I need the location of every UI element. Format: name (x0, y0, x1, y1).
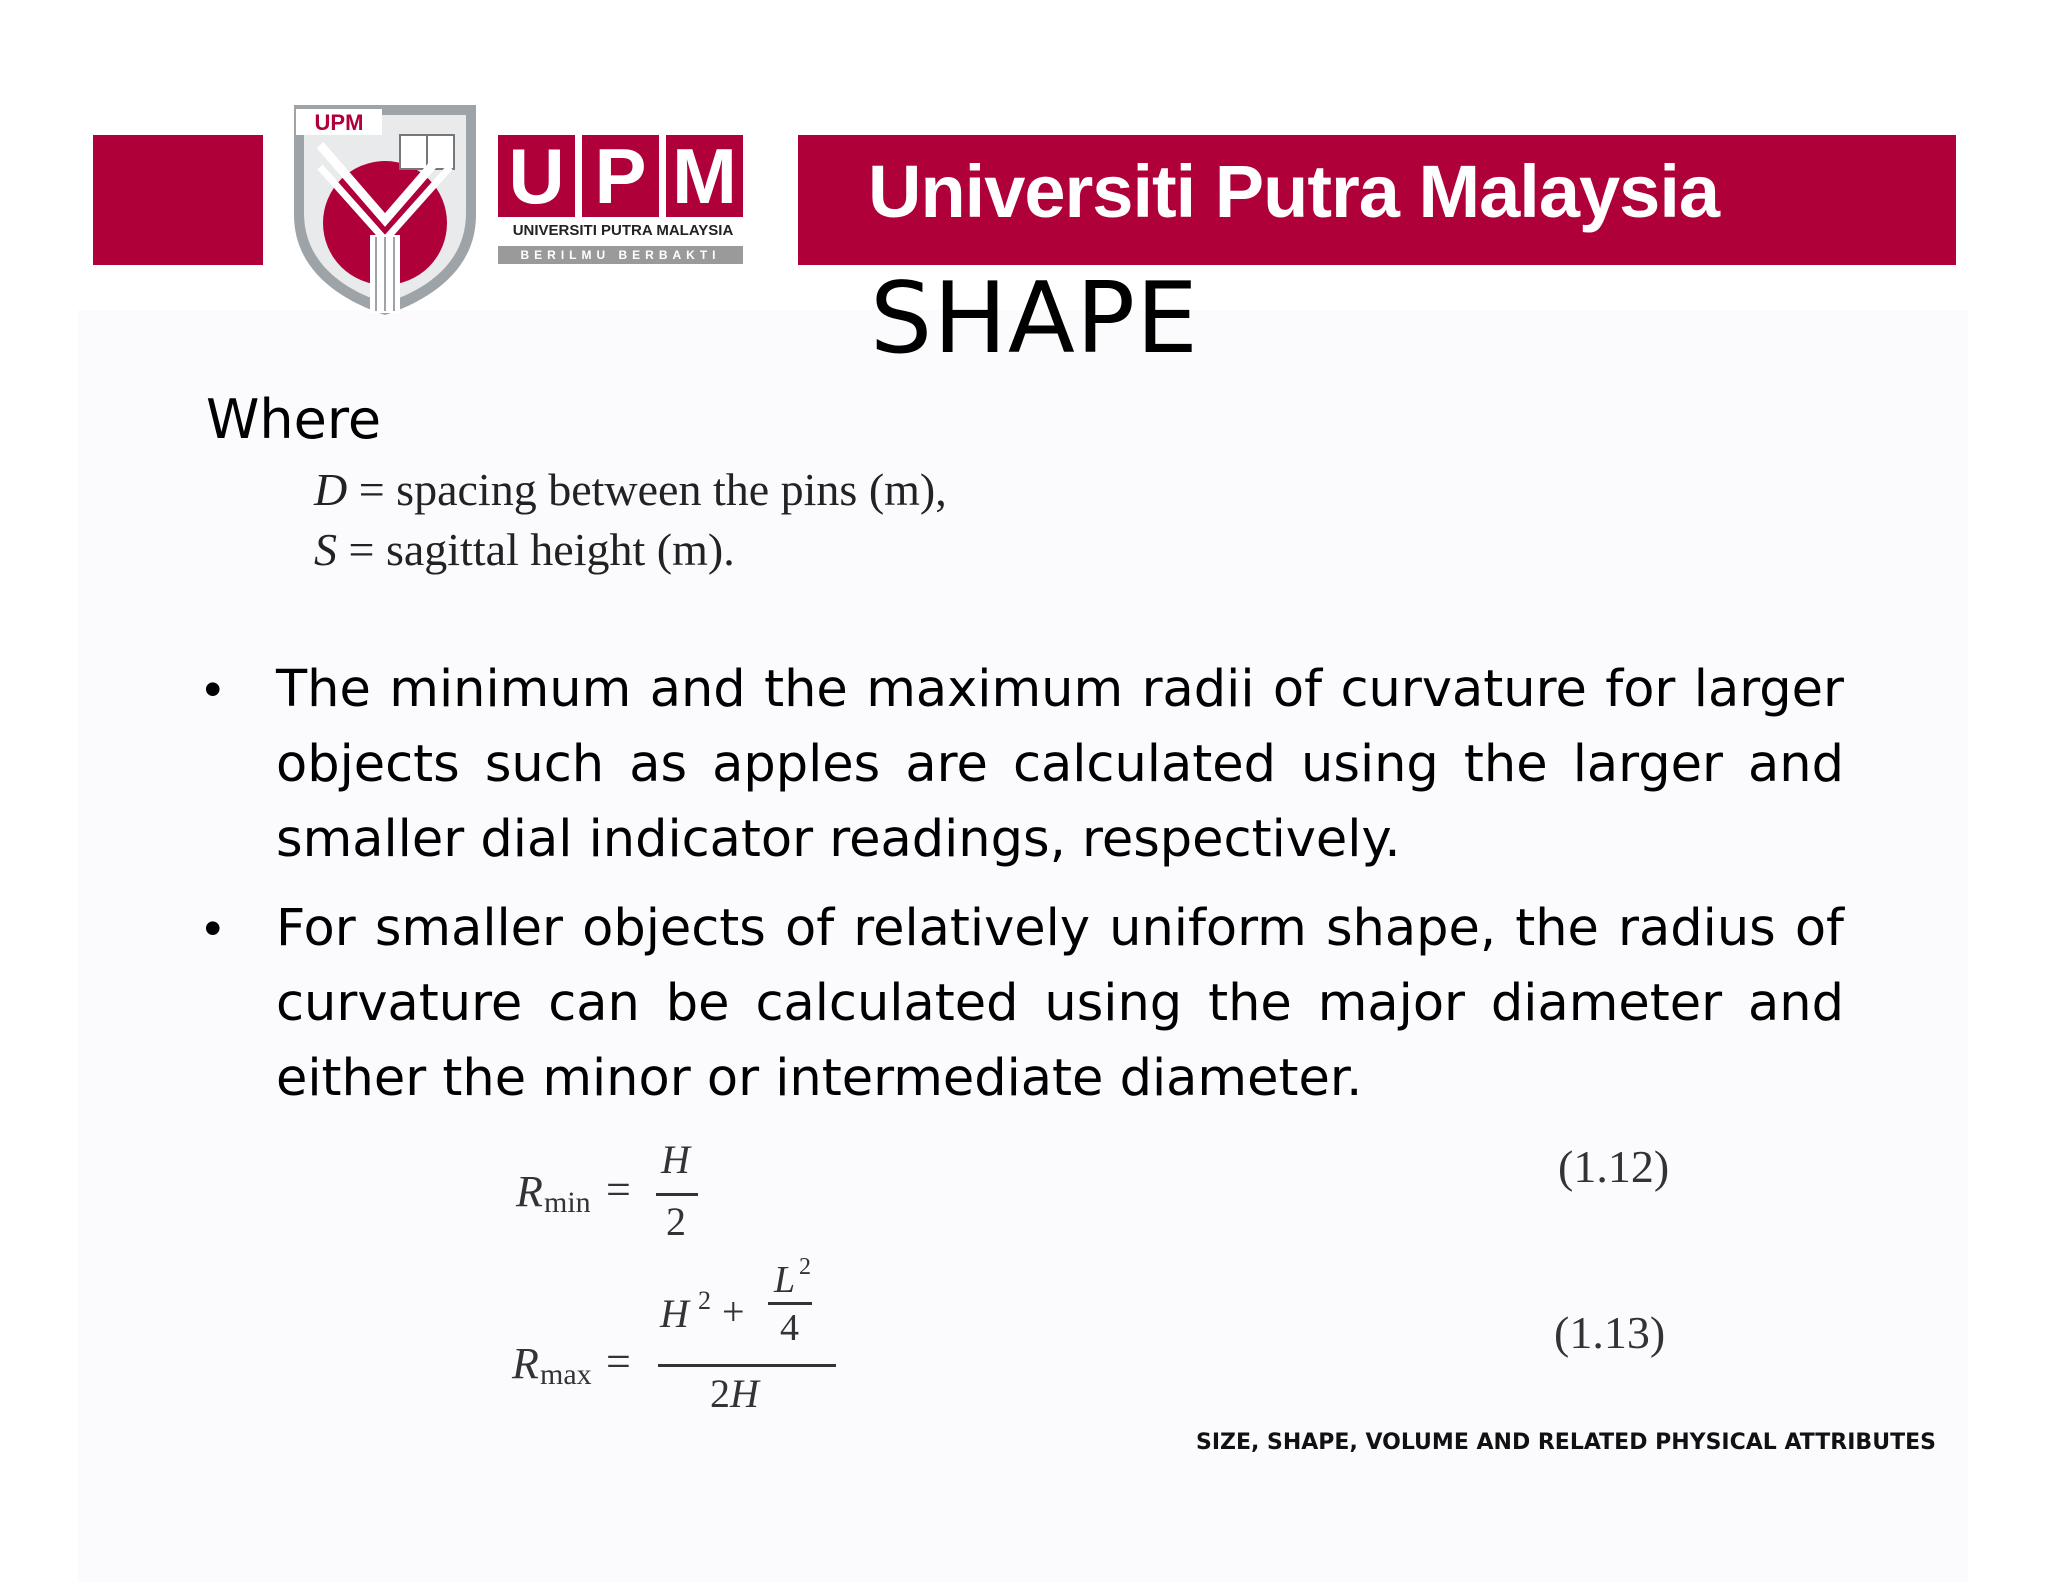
definition-text: = spacing between the pins (m), (358, 464, 947, 515)
bullet-item (200, 652, 1844, 877)
bullet-text: The minimum and the maximum radii of curvature for larger objects such as apples are calculated using the larger and smaller dial indicator readings, respectively. (276, 660, 1844, 869)
definition-d (314, 460, 947, 520)
bullet-icon: • (204, 661, 222, 717)
slide-title: SHAPE (870, 262, 1199, 376)
crest-badge-text: UPM (314, 110, 364, 135)
bullet-list (200, 652, 1844, 1130)
equation-number-1-13: (1.13) (1554, 1307, 1666, 1358)
logo-letter-m: M (666, 135, 743, 217)
equation-number-1-12: (1.12) (1558, 1141, 1670, 1192)
bullet-icon: • (204, 900, 222, 956)
bullet-item (200, 891, 1844, 1116)
bullet-text: For smaller objects of relatively uniform shape, the radius of curvature can be calculated using the major diameter and either the minor or intermediate diameter. (276, 899, 1844, 1108)
header-band-left (93, 135, 263, 265)
slide-footer: SIZE, SHAPE, VOLUME AND RELATED PHYSICAL ATTRIBUTES (1196, 1430, 1936, 1455)
logo-letter-p: P (582, 135, 659, 217)
definition-symbol: S (314, 524, 337, 575)
upm-wordmark (498, 132, 743, 220)
equation-rmin: R min = H 2 (516, 1136, 716, 1246)
definition-s (314, 520, 947, 580)
logo-motto: BERILMU BERBAKTI (498, 246, 743, 264)
logo-letter-u: U (498, 135, 575, 217)
definition-text: = sagittal height (m). (348, 524, 735, 575)
upm-crest-logo (290, 105, 480, 315)
definition-symbol: D (314, 464, 348, 515)
logo-subtitle: UNIVERSITI PUTRA MALAYSIA (512, 222, 734, 239)
where-label: Where (206, 388, 382, 451)
university-name: Universiti Putra Malaysia (868, 150, 1720, 233)
definitions-list (314, 460, 947, 580)
header-band-right (798, 135, 1956, 265)
equation-rmax: R max = H 2 + L 2 4 2H (512, 1258, 842, 1418)
